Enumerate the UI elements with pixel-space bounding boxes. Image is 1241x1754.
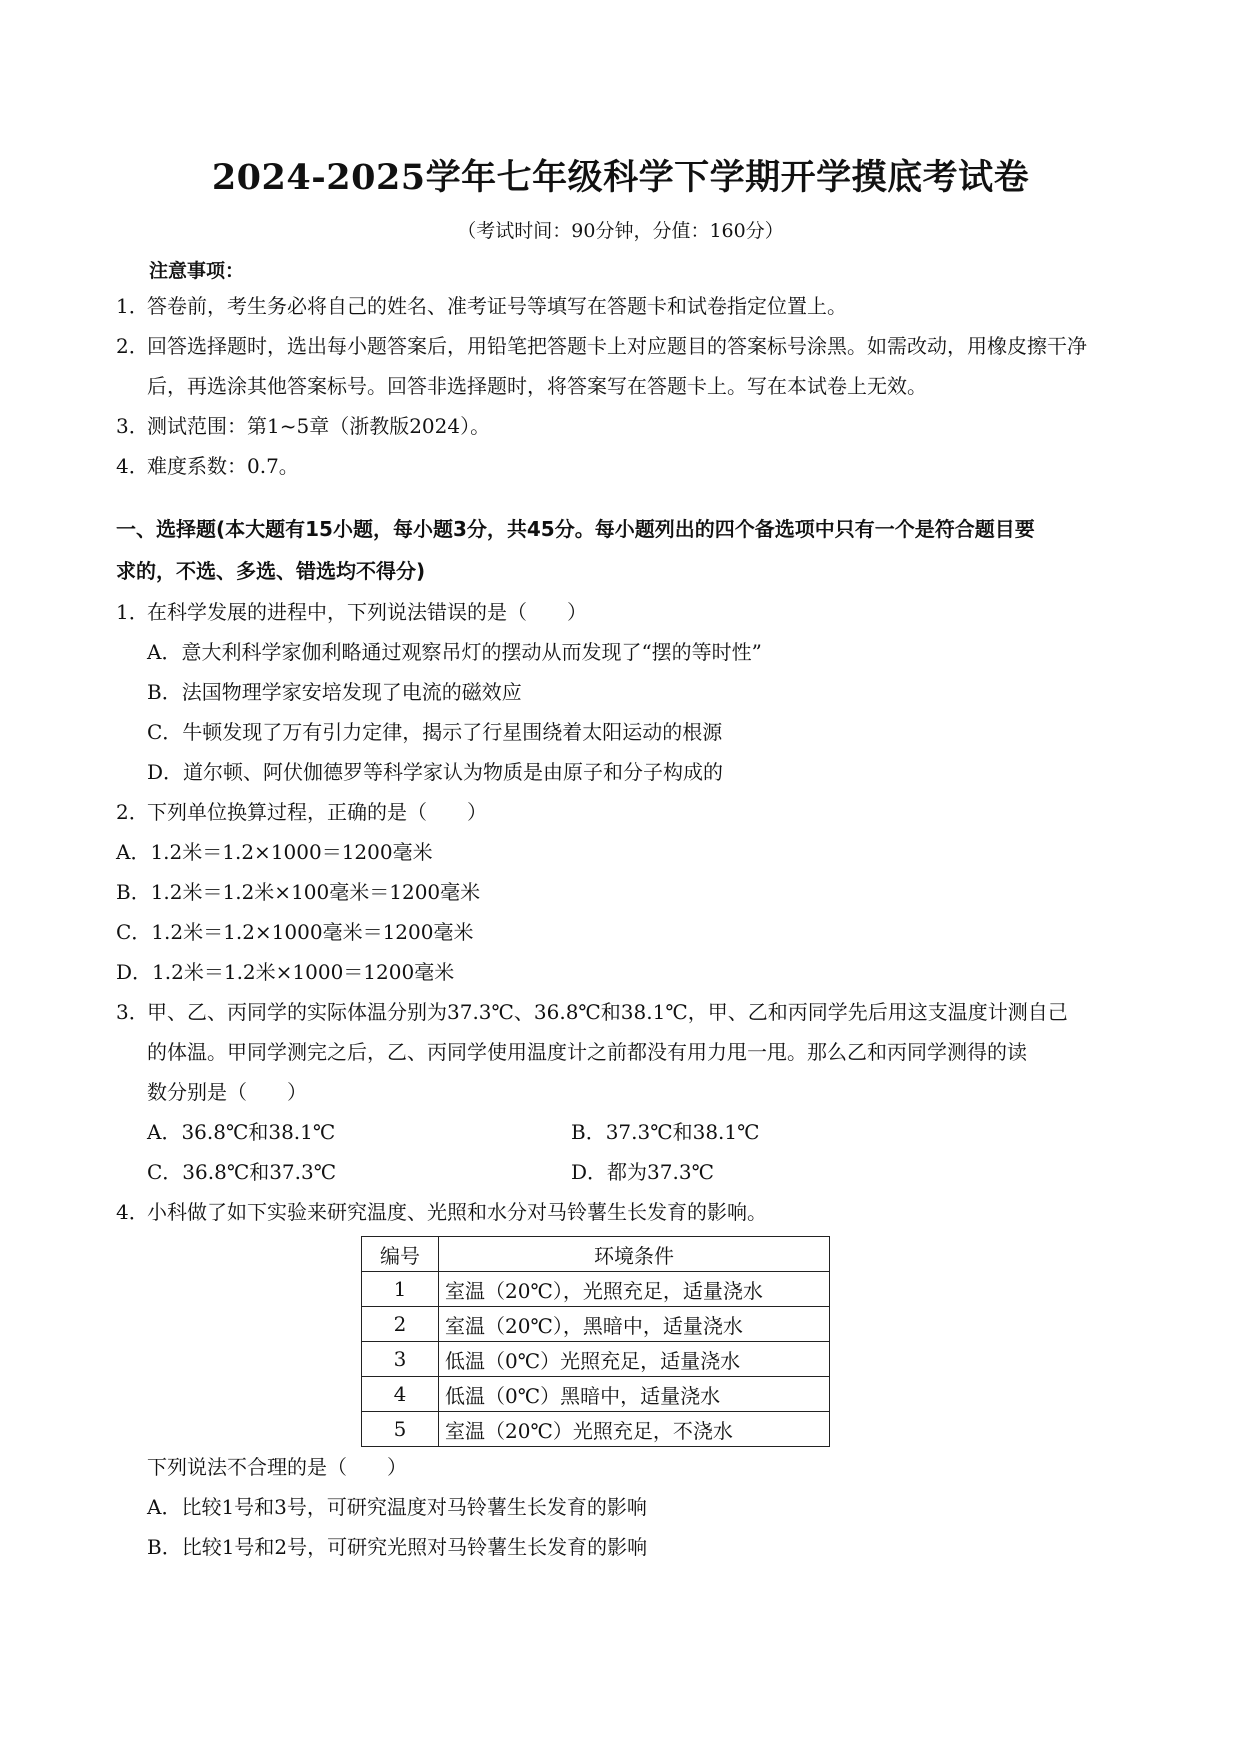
option-a: A．意大利科学家伽利略通过观察吊灯的摆动从而发现了“摆的等时性” [147, 640, 762, 664]
table-row: 5 室温（20℃）光照充足，不浇水 [362, 1412, 830, 1447]
table-row: 4 低温（0℃）黑暗中，适量浇水 [362, 1377, 830, 1412]
question-4: 4． 小科做了如下实验来研究温度、光照和水分对马铃薯生长发育的影响。 编号 环境条件 1 室温（20℃），光照充足，适量浇水 2 室温（20℃），黑暗中，适量浇水 3 低温（0℃）光照充足，适量浇水 4 低温（0℃）黑暗中，适量浇水 5 室温（20℃）光照充足，不浇水 下列说法不合理的是（ ） A．比较1号和3号，可研究温度对马铃薯生长发育的影响 B．比较1号和2号，可研究光照对马铃薯生长发育的影响 [116, 1192, 1125, 1567]
notice-heading: 注意事项： [149, 260, 245, 282]
notice-section [116, 256, 1125, 486]
question-stem: 小科做了如下实验来研究温度、光照和水分对马铃薯生长发育的影响。 [147, 1200, 767, 1224]
option-d: D．都为37.3℃ [571, 1160, 714, 1184]
table-header-row [362, 1237, 830, 1272]
question-stem: 在科学发展的进程中，下列说法错误的是（ ） [147, 600, 587, 624]
column-header: 编号 [362, 1237, 439, 1272]
option-a: A．比较1号和3号，可研究温度对马铃薯生长发育的影响 [147, 1495, 647, 1519]
option-b: B．比较1号和2号，可研究光照对马铃薯生长发育的影响 [147, 1535, 648, 1559]
question-3: 3． 甲、乙、丙同学的实际体温分别为37.3℃、36.8℃和38.1℃，甲、乙和丙同学先后用这支温度计测自己 的体温。甲同学测完之后，乙、丙同学使用温度计之前都没有用力甩一甩。那么乙和丙同学测得的读 数分别是（ ） A．36.8℃和38.1℃ B．37.3℃和38.1℃ C．36.8℃和37.3℃ D．都为37.3℃ [116, 992, 1125, 1192]
option-a: A．1.2米＝1.2×1000＝1200毫米 [116, 840, 433, 864]
column-header: 环境条件 [439, 1237, 830, 1272]
question-sub-stem: 下列说法不合理的是（ ） [147, 1455, 407, 1479]
option-d: D．道尔顿、阿伏伽德罗等科学家认为物质是由原子和分子构成的 [147, 760, 724, 784]
option-c: C．牛顿发现了万有引力定律，揭示了行星围绕着太阳运动的根源 [147, 720, 723, 744]
table-row: 3 低温（0℃）光照充足，适量浇水 [362, 1342, 830, 1377]
notice-item: 3． 测试范围：第1~5章（浙教版2024）。 [116, 414, 491, 438]
option-b: B．法国物理学家安培发现了电流的磁效应 [147, 680, 522, 704]
notice-item: 1． 答卷前，考生务必将自己的姓名、准考证号等填写在答题卡和试卷指定位置上。 [116, 294, 847, 318]
question-2: 2． 下列单位换算过程，正确的是（ ） A．1.2米＝1.2×1000＝1200毫米 B．1.2米＝1.2米×100毫米＝1200毫米 C．1.2米＝1.2×1000毫米＝1200毫米 D．1.2米＝1.2米×1000＝1200毫米 [116, 792, 1125, 992]
question-stem: 下列单位换算过程，正确的是（ ） [147, 800, 487, 824]
question-stem: 甲、乙、丙同学的实际体温分别为37.3℃、36.8℃和38.1℃，甲、乙和丙同学先后用这支温度计测自己 的体温。甲同学测完之后，乙、丙同学使用温度计之前都没有用力甩一甩。那么乙和丙同学测得的读 数分别是（ ） [147, 1000, 1068, 1104]
experiment-table [361, 1236, 830, 1447]
option-c: C．1.2米＝1.2×1000毫米＝1200毫米 [116, 920, 474, 944]
option-b: B．37.3℃和38.1℃ [571, 1120, 760, 1144]
page-title: 2024-2025学年七年级科学下学期开学摸底考试卷 [211, 157, 1030, 198]
table-row: 1 室温（20℃），光照充足，适量浇水 [362, 1272, 830, 1307]
exam-info: （考试时间：90分钟，分值：160分） [457, 220, 784, 242]
option-b: B．1.2米＝1.2米×100毫米＝1200毫米 [116, 880, 481, 904]
option-d: D．1.2米＝1.2米×1000＝1200毫米 [116, 960, 455, 984]
notice-item: 4． 难度系数：0.7。 [116, 454, 299, 478]
section-heading: 一、选择题(本大题有15小题，每小题3分，共45分。每小题列出的四个备选项中只有一个是符合题目要 求的，不选、多选、错选均不得分) [116, 517, 1035, 583]
question-1: 1． 在科学发展的进程中，下列说法错误的是（ ） A．意大利科学家伽利略通过观察吊灯的摆动从而发现了“摆的等时性” B．法国物理学家安培发现了电流的磁效应 C．牛顿发现了万有引力定律，揭示了行星围绕着太阳运动的根源 D．道尔顿、阿伏伽德罗等科学家认为物质是由原子和分子构成的 [116, 592, 1125, 792]
option-c: C．36.8℃和37.3℃ [147, 1160, 337, 1184]
notice-item: 2． 回答选择题时，选出每小题答案后，用铅笔把答题卡上对应题目的答案标号涂黑。如需改动，用橡皮擦干净后，再选涂其他答案标号。回答非选择题时，将答案写在答题卡上。写在本试卷上无效。 [116, 334, 1087, 398]
table-row: 2 室温（20℃），黑暗中，适量浇水 [362, 1307, 830, 1342]
option-a: A．36.8℃和38.1℃ [147, 1120, 336, 1144]
